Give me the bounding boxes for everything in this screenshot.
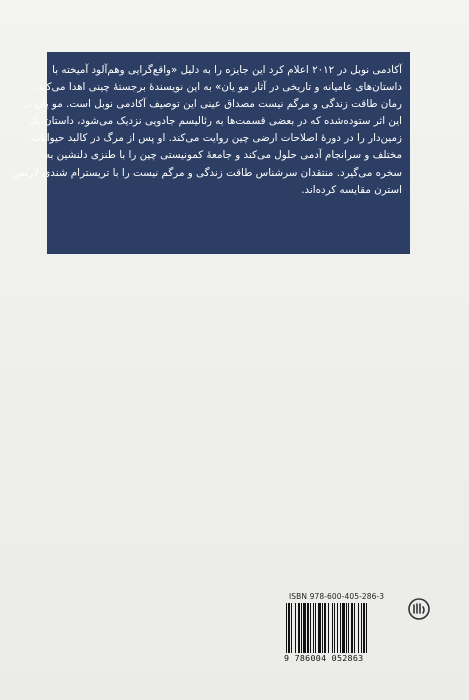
barcode-graphic — [284, 603, 404, 653]
isbn-label: ISBN 978-600-405-286-3 — [289, 592, 385, 601]
blurb-line: رمان طاقت زندگی و مرگم نیست مصداق عینی این توصیف آکادمی نوبل است. مو یان در — [22, 98, 402, 111]
publisher-emblem-icon — [408, 598, 430, 620]
barcode-digits: 9 786004 052863 — [284, 653, 364, 663]
blurb-line: زمین‌دار را در دورۀ اصلاحات ارضی چین روایت می‌کند. او پس از مرگ در کالبد حیوانات — [31, 132, 402, 145]
blurb-line: آکادمی نوبل در ۲۰۱۲ اعلام کرد این جایزه را به دلیل «واقع‌گرایی وهم‌آلود آمیخته با — [52, 64, 402, 76]
blurb-line: استرن مقایسه کرده‌اند. — [301, 183, 402, 196]
blurb-line: سخره می‌گیرد. منتقدان سرشناس طاقت زندگی و مرگم نیست را با تریسترام شندی لارنس — [12, 166, 402, 179]
blurb-panel — [12, 52, 410, 254]
blurb-line: این اثر ستوده‌شده که در بعضی قسمت‌ها به رئالیسم جادویی نزدیک می‌شود، داستان یک — [28, 115, 402, 128]
blurb-line: مختلف و سرانجام آدمی حلول می‌کند و جامعۀ کمونیستی چین را با طنزی دلنشین به — [45, 149, 402, 162]
blurb-text — [12, 62, 402, 199]
blurb-line: داستان‌های عامیانه و تاریخی در آثار مو یان» به این نویسندۀ برجستۀ چینی اهدا می‌کند. — [34, 81, 402, 94]
isbn-barcode-block — [280, 592, 432, 668]
